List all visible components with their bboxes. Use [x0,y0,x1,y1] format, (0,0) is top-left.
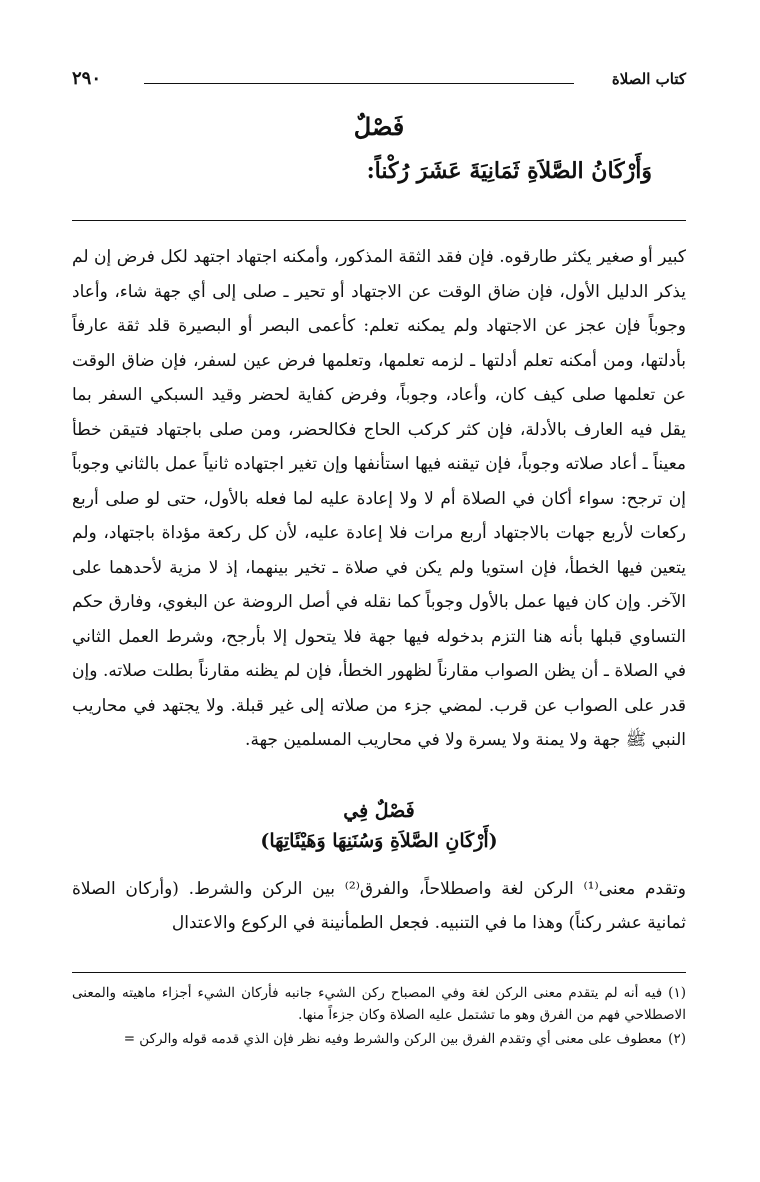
footnote-1-text: فيه أنه لم يتقدم معنى الركن لغة وفي المصباح ركن الشيء جانبه فأركان الشيء أجزاء ماهيته والمعنى الاصطلاحي فهم من الفرق وهو ما تشتمل عليه الصلاة وكان جزءاً منها. [72,985,686,1023]
matn-divider-rule [72,220,686,221]
body-paragraph: وتقدم معنى⁽¹⁾ الركن لغة واصطلاحاً، والفرق⁽²⁾ بين الركن والشرط. (وأركان الصلاة ثمانية عشر ركناً) وهذا ما في التنبيه. فجعل الطمأنينة في الركوع والاعتدال [72,879,686,933]
footnote-1-number: (١) [668,985,686,1001]
subsection-heading-line2: (أَرْكَانِ الصَّلاَةِ وَسُنَنِهَا وَهَيْئَاتِهَا) [260,830,498,852]
matn-line: وَأَرْكَانُ الصَّلاَةِ ثَمَانِيَةَ عَشَرَ رُكْناً: [366,158,652,184]
footnote-2 [72,1028,686,1050]
footnotes [72,982,686,1052]
footnote-1 [72,982,686,1026]
page-number: ٢٩٠ [72,68,102,89]
footnote-rule [72,972,686,973]
commentary-paragraph: كبير أو صغير يكثر طارقوه. فإن فقد الثقة المذكور، وأمكنه اجتهاد اجتهد لكل فرض إن لم يذكر الدليل الأول، فإن ضاق الوقت عن الاجتهاد أو تحير ـ صلى إلى أي جهة شاء، وأعاد وجوباً فإن عجز عن الاجتهاد ولم يمكنه تعلم: كأعمى البصر أو البصيرة قلد ثقة عارفاً بأدلتها، ومن أمكنه تعلم أدلتها ـ لزمه تعلمها، وتعلمها فرض عين لسفر، فإن ضاق الوقت عن تعلمها صلى كيف كان، وأعاد، وجوباً، وفرض كفاية لحضر وقيد السبكي السفر بما يقل فيه العارف بالأدلة، فإن كثر كركب الحاج فكالحضر، ومن صلى باجتهاد فتيقن خطأ معيناً ـ أعاد صلاته وجوباً، فإن تيقنه فيها استأنفها وإن تغير اجتهاده ثانياً عمل بالثاني وجوباً إن ترجح: سواء أكان في الصلاة أم لا ولا إعادة عليه لما فعله بالأول، حتى لو صلى أربع ركعات لأربع جهات بالاجتهاد أربع مرات فلا إعادة عليه، لأن كل ركعة مؤداة باجتهاد، ولم يتعين فيها الخطأ، فإن استويا ولم يكن في صلاة ـ تخير بينهما، إذ لا مزية لأحدهما على الآخر. وإن كان فيها عمل بالأول وجوباً كما نقله في أصل الروضة عن البغوي، وفارق حكم التساوي قبلها بأنه هنا التزم بدخوله فيها جهة فلا يتحول إلا بأرجح، وشرط العمل الثاني في الصلاة ـ أن يظن الصواب مقارناً لظهور الخطأ، فإن لم يظنه مقارناً بطلت صلاته. وإن قدر على الصواب عن قرب. لمضي جزء من صلاته إلى غير قبلة. ولا يجتهد في محاريب النبي ﷺ جهة ولا يمنة ولا يسرة ولا في محاريب المسلمين جهة. [72,247,686,750]
header-rule [144,83,574,84]
section-heading: فَصْلٌ [353,112,405,141]
subsection-heading [72,796,686,856]
subsection-heading-line1: فَصْلٌ فِي [343,800,415,822]
running-title: كتاب الصلاة [611,70,686,88]
body-block [72,872,686,940]
footnote-2-text: معطوف على معنى أي وتقدم الفرق بين الركن والشرط وفيه نظر فإن الذي قدمه قوله والركن = [123,1031,663,1047]
commentary-block [72,240,686,758]
running-header [72,70,686,100]
footnote-2-number: (٢) [668,1031,686,1047]
